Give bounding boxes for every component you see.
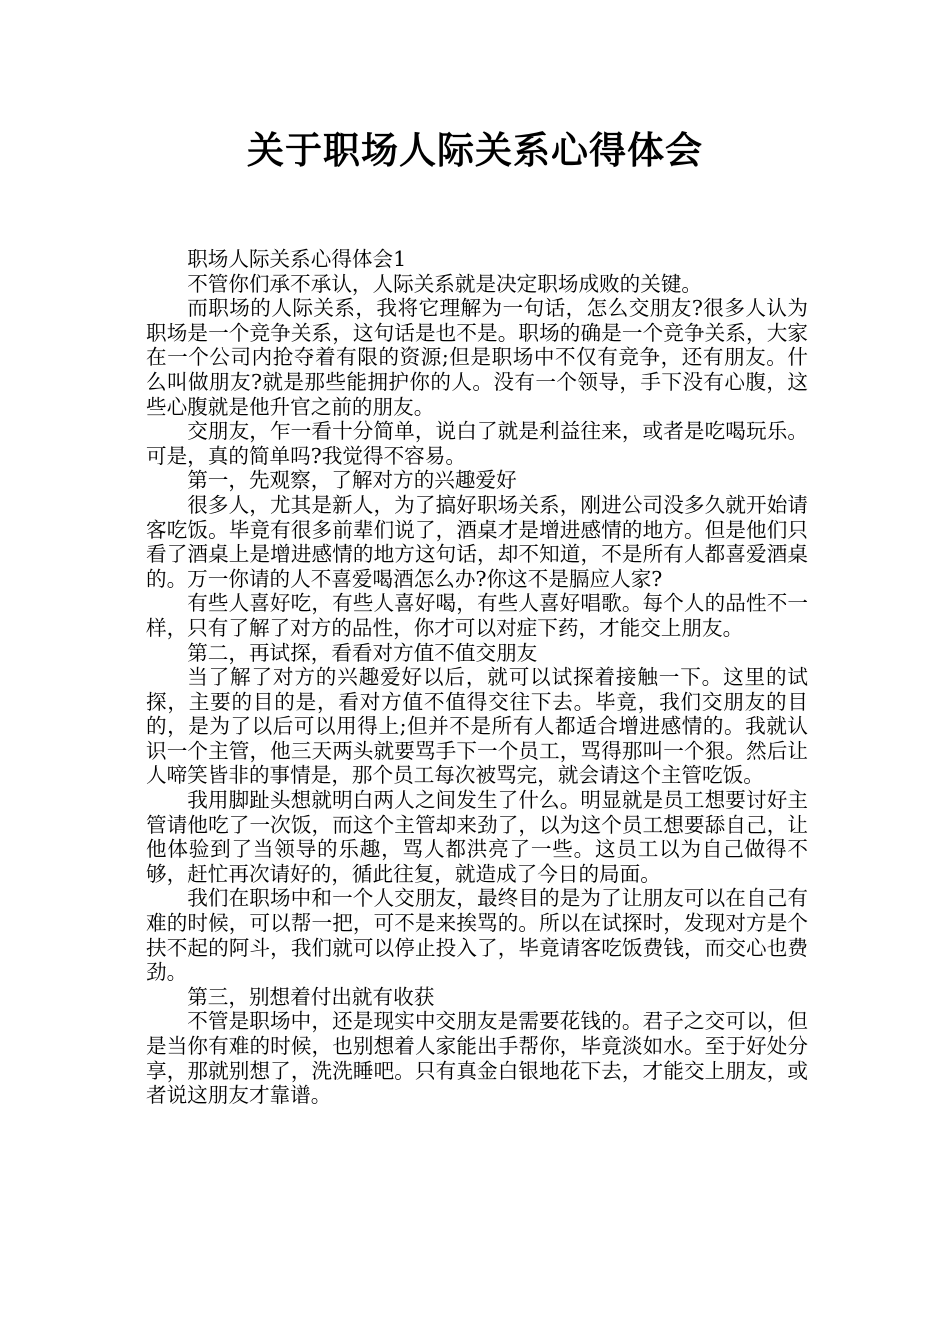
paragraph: 有些人喜好吃，有些人喜好喝，有些人喜好唱歌。每个人的品性不一样，只有了解了对方的品性，你才可以对症下药，才能交上朋友。	[146, 591, 808, 640]
paragraph: 不管是职场中，还是现实中交朋友是需要花钱的。君子之交可以，但是当你有难的时候，也别想着人家能出手帮你，毕竟淡如水。至于好处分享，那就别想了，洗洗睡吧。只有真金白银地花下去，才能交上朋友，或者说这朋友才靠谱。	[146, 1009, 808, 1108]
paragraph: 当了解了对方的兴趣爱好以后，就可以试探着接触一下。这里的试探，主要的目的是，看对方值不值得交往下去。毕竟，我们交朋友的目的，是为了以后可以用得上;但并不是所有人都适合增进感情的。我就认识一个主管，他三天两头就要骂手下一个员工，骂得那叫一个狠。然后让人啼笑皆非的事情是，那个员工每次被骂完，就会请这个主管吃饭。	[146, 665, 808, 788]
paragraph: 我用脚趾头想就明白两人之间发生了什么。明显就是员工想要讨好主管请他吃了一次饭，而这个主管却来劲了，以为这个员工想要舔自己，让他体验到了当领导的乐趣，骂人都洪亮了一些。这员工以为自己做得不够，赶忙再次请好的，循此往复，就造成了今日的局面。	[146, 788, 808, 886]
paragraph: 交朋友，乍一看十分简单，说白了就是利益往来，或者是吃喝玩乐。可是，真的简单吗?我觉得不容易。	[146, 419, 808, 468]
paragraph: 不管你们承不承认，人际关系就是决定职场成败的关键。	[187, 271, 703, 296]
document-title: 关于职场人际关系心得体会	[247, 129, 703, 172]
paragraph: 很多人，尤其是新人，为了搞好职场关系，刚进公司没多久就开始请客吃饭。毕竟有很多前辈们说了，酒桌才是增进感情的地方。但是他们只看了酒桌上是增进感情的地方这句话，却不知道，不是所有人都喜爱酒桌的。万一你请的人不喜爱喝酒怎么办?你这不是膈应人家?	[146, 492, 808, 591]
document-body	[146, 247, 808, 1108]
paragraph: 职场人际关系心得体会1	[187, 247, 407, 271]
paragraph: 而职场的人际关系，我将它理解为一句话，怎么交朋友?很多人认为职场是一个竞争关系，这句话是也不是。职场的确是一个竞争关系，大家在一个公司内抢夺着有限的资源;但是职场中不仅有竞争，还有朋友。什么叫做朋友?就是那些能拥护你的人。没有一个领导，手下没有心腹，这些心腹就是他升官之前的朋友。	[146, 296, 808, 419]
section-heading: 第三，别想着付出就有收获	[187, 984, 435, 1009]
section-heading: 第一，先观察，了解对方的兴趣爱好	[187, 468, 517, 493]
paragraph: 我们在职场中和一个人交朋友，最终目的是为了让朋友可以在自己有难的时候，可以帮一把，可不是来挨骂的。所以在试探时，发现对方是个扶不起的阿斗，我们就可以停止投入了，毕竟请客吃饭费钱，而交心也费劲。	[146, 886, 808, 985]
section-heading: 第二，再试探，看看对方值不值交朋友	[187, 640, 538, 665]
